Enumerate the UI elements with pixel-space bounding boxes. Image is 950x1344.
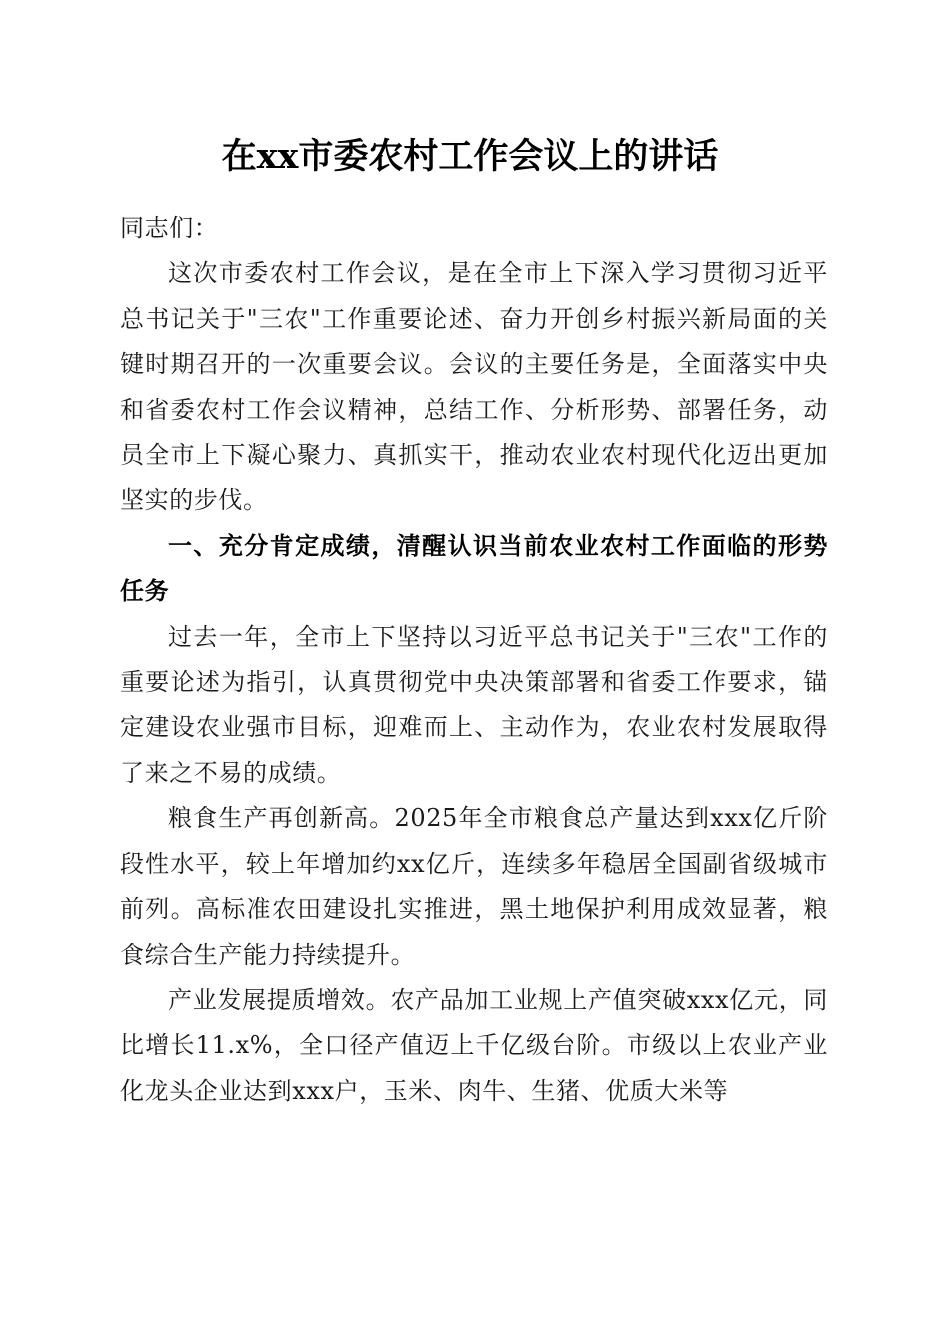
paragraph-review: 过去一年，全市上下坚持以习近平总书记关于"三农"工作的重要论述为指引，认真贯彻党中央决策部署和省委工作要求，锚定建设农业强市目标，迎难而上、主动作为，农业农村发展取得了来之不易的成绩。 <box>120 622 828 787</box>
section-heading-1: 一、充分肯定成绩，清醒认识当前农业农村工作面临的形势任务 <box>120 531 828 606</box>
document-body <box>120 206 828 1114</box>
paragraph-grain: 粮食生产再创新高。2025年全市粮食总产量达到xxx亿斤阶段性水平，较上年增加约xx亿斤，连续多年稳居全国副省级城市前列。高标准农田建设扎实推进，黑土地保护利用成效显著，粮食综合生产能力持续提升。 <box>120 804 828 969</box>
paragraph-industry: 产业发展提质增效。农产品加工业规上产值突破xxx亿元，同比增长11.x%，全口径产值迈上千亿级台阶。市级以上农业产业化龙头企业达到xxx户，玉米、肉牛、生猪、优质大米等 <box>120 985 828 1105</box>
salutation: 同志们： <box>120 214 219 242</box>
paragraph-intro: 这次市委农村工作会议，是在全市上下深入学习贯彻习近平总书记关于"三农"工作重要论述、奋力开创乡村振兴新局面的关键时期召开的一次重要会议。会议的主要任务是，全面落实中央和省委农村工作会议精神，总结工作、分析形势、部署任务，动员全市上下凝心聚力、真抓实干，推动农业农村现代化迈出更加坚实的步伐。 <box>120 259 828 515</box>
document-title: 在xx市委农村工作会议上的讲话 <box>221 136 719 177</box>
